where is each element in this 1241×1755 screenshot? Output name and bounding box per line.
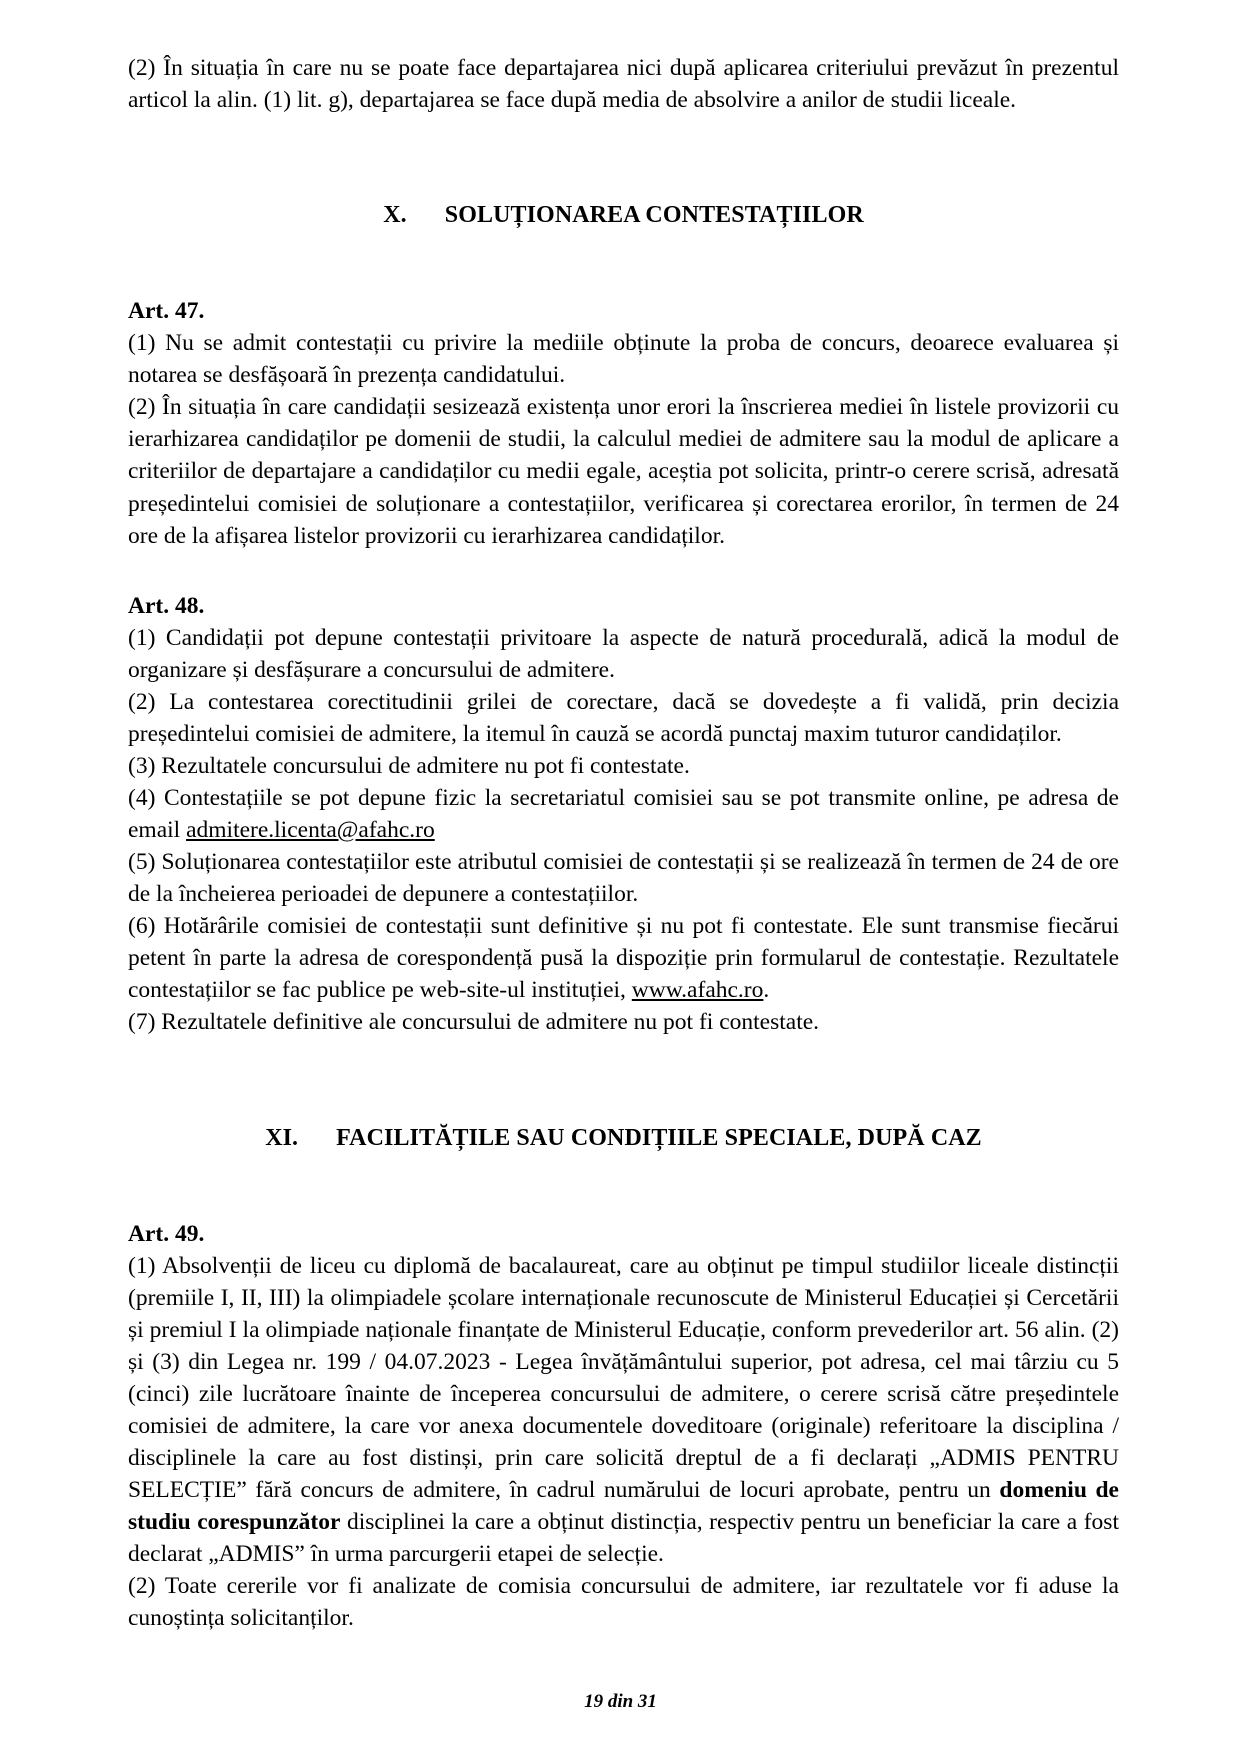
art49-paragraph-1-part2: disciplinei la care a obținut distincția, respectiv pentru un beneficiar la care a fost declarat „ADMIS” în urma parcurgerii etapei de selecție. (128, 1509, 1119, 1568)
art49-paragraph-1-part1: (1) Absolvenții de liceu cu diplomă de bacalaureat, care au obținut pe timpul studiilor liceale distincții (premiile I, II, III) la olimpiadele școlare internaționale recunoscute de Ministerul Educației și Cercetării și premiul I la olimpiade naționale finanțate de Ministerul Educație, conform prevederilor art. 56 alin. (2) și (3) din Legea nr. 199 / 04.07.2023 - Legea învățământului superior, pot adresa, cel mai târziu cu 5 (cinci) zile lucrătoare înainte de începerea concursului de admitere, o cerere scrisă către președintele comisiei de admitere, la care vor anexa documentele doveditoare (originale) referitoare la disciplina / disciplinele la care au fost distinși, prin care solicită dreptul de a fi declarați „ADMIS PENTRU SELECȚIE” fără concurs de admitere, în cadrul numărului de locuri aprobate, pentru un (128, 1252, 1119, 1503)
art48-paragraph-6-text: (6) Hotărârile comisiei de contestații sunt definitive și nu pot fi contestate. Ele sunt transmise fiecărui petent în parte la adresa de corespondență pusă la dispoziție prin formularul de contestație. Rezultatele contestațiilor se fac publice pe web-site-ul instituției, (128, 913, 1119, 1004)
art49-emphasis-domeniu: domeniu de studiu corespunzător (128, 1477, 1119, 1536)
spacer (128, 1039, 1119, 1125)
art47-paragraph-1: (1) Nu se admit contestații cu privire la mediile obținute la proba de concurs, deoarece evaluarea și notarea se desfășoară în prezența candidatului. (128, 330, 1119, 389)
section-heading-xi (128, 1125, 1119, 1152)
intro-paragraph-2: (2) În situația în care nu se poate face departajarea nici după aplicarea criteriului prevăzut în prezentul articol la alin. (1) lit. g), departajarea se face după media de absolvire a anilor de studii liceale. (128, 55, 1119, 114)
art49-paragraph-1 (128, 1250, 1119, 1571)
spacer (128, 1152, 1119, 1218)
page-footer: 19 din 31 (584, 1691, 657, 1712)
article-label-47: Art. 47. (128, 298, 205, 325)
email-link[interactable]: admitere.licenta@afahc.ro (186, 817, 435, 844)
section-number-xi: XI. (265, 1124, 299, 1151)
art48-paragraph-6 (128, 910, 1119, 1006)
section-heading-x (128, 202, 1119, 229)
website-link[interactable]: www.afahc.ro (631, 977, 764, 1004)
section-number-x: X. (383, 202, 407, 229)
section-title-x: SOLUȚIONAREA CONTESTAȚIILOR (444, 202, 864, 229)
art48-paragraph-7: (7) Rezultatele definitive ale concursului de admitere nu pot fi contestate. (128, 1009, 820, 1036)
spacer (128, 229, 1119, 295)
art48-paragraph-3: (3) Rezultatele concursului de admitere nu pot fi contestate. (128, 752, 690, 779)
art48-paragraph-6-suffix: . (763, 977, 770, 1004)
art48-paragraph-5: (5) Soluționarea contestațiilor este atributul comisiei de contestații și se realizează în termen de 24 de ore de la încheierea perioadei de depunere a contestațiilor. (128, 849, 1119, 908)
art48-paragraph-2: (2) La contestarea corectitudinii grilei de corectare, dacă se dovedește a fi validă, prin decizia președintelui comisiei de admitere, la itemul în cauză se acordă punctaj maxim tuturor candidaților. (128, 688, 1119, 747)
art48-paragraph-1: (1) Candidații pot depune contestații privitoare la aspecte de natură procedurală, adică la modul de organizare și desfășurare a concursului de admitere. (128, 624, 1119, 683)
spacer (128, 552, 1119, 590)
spacer (128, 116, 1119, 202)
art47-paragraph-2: (2) În situația în care candidații sesizează existența unor erori la înscrierea mediei în listele provizorii cu ierarhizarea candidaților pe domenii de studii, la calculul mediei de admitere sau la modul de aplicare a criteriilor de departajare a candidaților cu medii egale, aceștia pot solicita, printr-o cerere scrisă, adresată președintelui comisiei de soluționare a contestațiilor, verificarea și corectarea erorilor, în termen de 24 ore de la afișarea listelor provizorii cu ierarhizarea candidaților. (128, 394, 1119, 549)
article-label-49: Art. 49. (128, 1220, 205, 1247)
art49-paragraph-2: (2) Toate cererile vor fi analizate de comisia concursului de admitere, iar rezultatele vor fi aduse la cunoștința solicitanților. (128, 1573, 1119, 1632)
article-label-48: Art. 48. (128, 592, 205, 619)
art48-paragraph-4-text: (4) Contestațiile se pot depune fizic la secretariatul comisiei sau se pot transmite online, pe adresa de email (128, 785, 1119, 844)
art48-paragraph-4 (128, 782, 1119, 846)
section-title-xi: FACILITĂȚILE SAU CONDIȚIILE SPECIALE, DUPĂ CAZ (336, 1124, 982, 1151)
